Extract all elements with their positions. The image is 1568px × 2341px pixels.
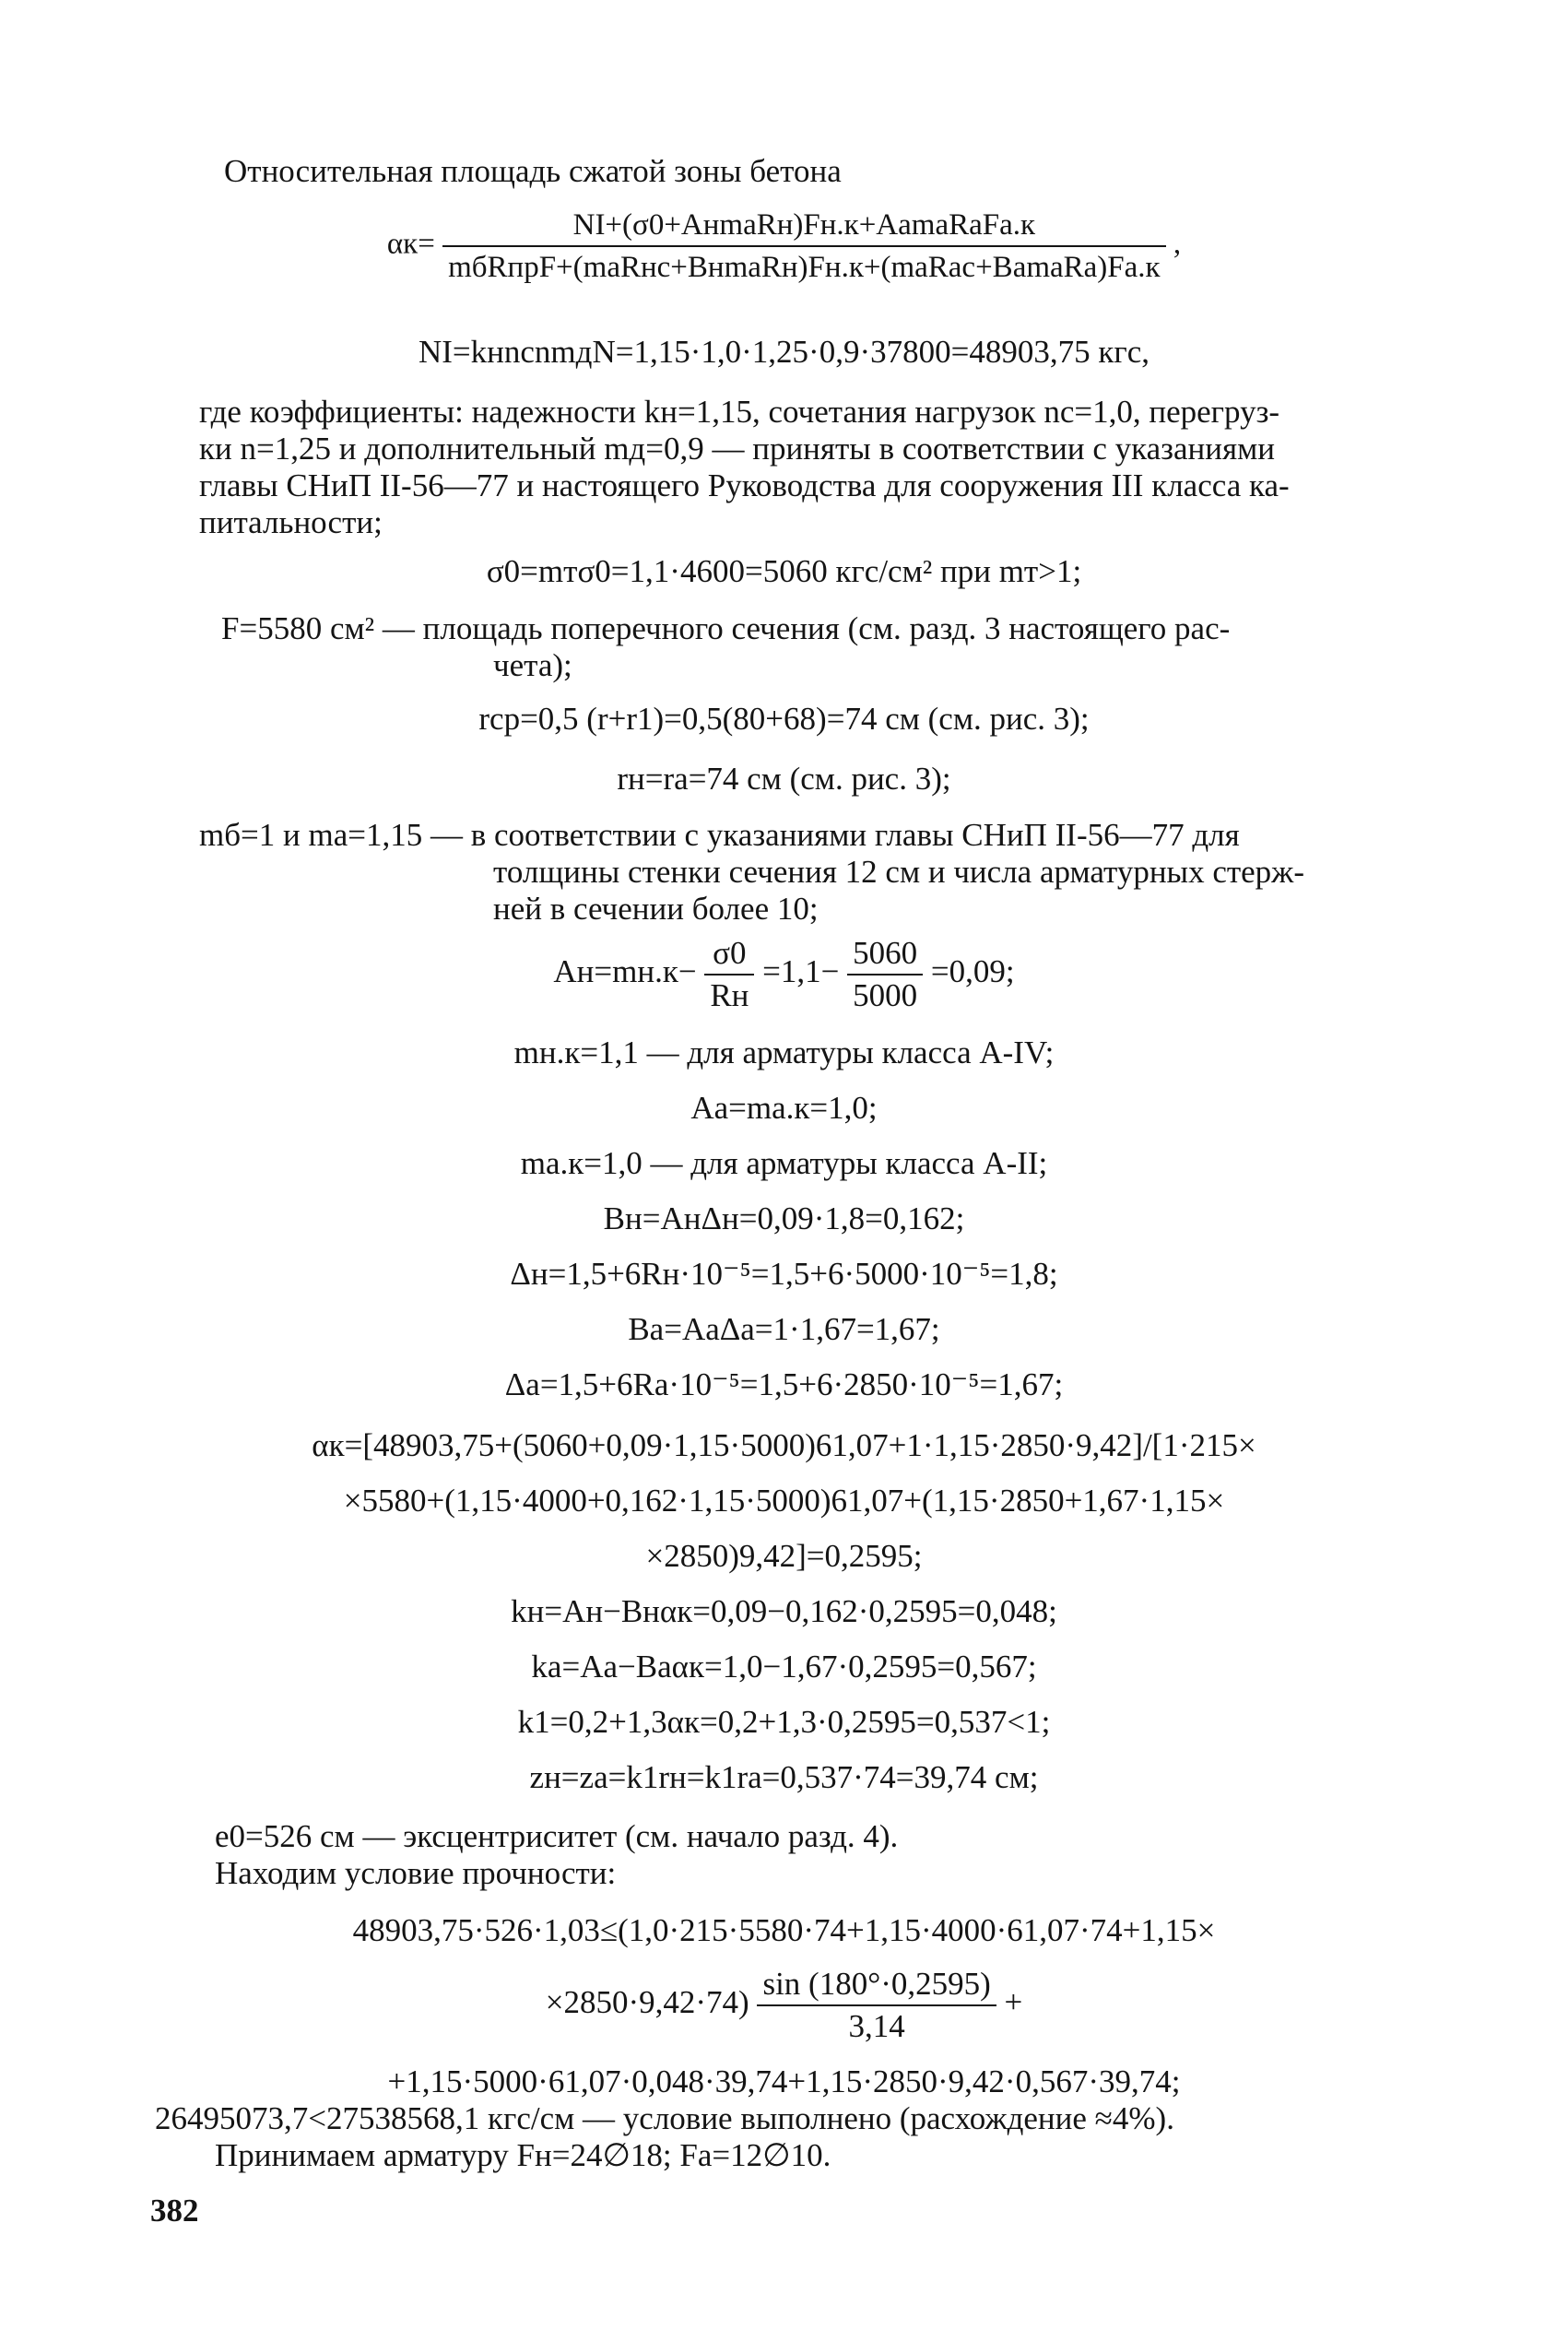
strength-line-2-right: + (1004, 1984, 1023, 2021)
delta-n-line: Δн=1,5+6Rн·10⁻⁵=1,5+6·5000·10⁻⁵=1,8; (510, 1256, 1058, 1292)
mb-line-1: mб=1 и ma=1,15 — в соответствии с указаниями главы СНиП II-56—77 для (199, 817, 1240, 853)
mb-line-3: ней в сечении более 10; (493, 891, 819, 927)
an-frac2-numerator: 5060 (847, 933, 923, 975)
mak-line: ma.к=1,0 — для арматуры класса A-II; (520, 1145, 1048, 1181)
alpha-formula-denominator: mбRпрF+(maRнс+BнmaRн)Fн.к+(maRac+BamaRa)Fa.к (448, 251, 1161, 284)
n-formula: NI=kнncnmдN=1,15·1,0·1,25·0,9·37800=48903,75 кгс, (419, 334, 1149, 370)
alpha-calc-line-1: αк=[48903,75+(5060+0,09·1,15·5000)61,07+1·1,15·2850·9,42]/[1·215× (312, 1427, 1256, 1463)
rn-line: rн=ra=74 см (см. рис. 3); (617, 761, 951, 797)
page-number: 382 (150, 2193, 199, 2229)
strength-line-2 (0, 1964, 1568, 2047)
an-formula-rhs: =0,09; (930, 953, 1015, 990)
rcp-line: rср=0,5 (r+r1)=0,5(80+68)=74 см (см. рис. 3); (478, 701, 1090, 737)
paragraph1-line1: где коэффициенты: надежности kн=1,15, сочетания нагрузок nc=1,0, перегруз- (199, 394, 1280, 430)
alpha-formula-tail: , (1173, 227, 1182, 261)
paragraph1-line3: главы СНиП II-56—77 и настоящего Руководства для сооружения III класса ка- (199, 467, 1290, 503)
an-formula-fraction-2 (847, 933, 923, 1016)
ba-line: Ba=AaΔa=1·1,67=1,67; (628, 1311, 940, 1347)
zn-line: zн=za=k1rн=k1ra=0,537·74=39,74 см; (529, 1759, 1039, 1795)
e0-line: e0=526 см — эксцентриситет (см. начало разд. 4). (215, 1818, 899, 1854)
alpha-formula-lhs: αк= (386, 227, 435, 261)
alpha-formula-numerator: NI+(σ0+AнmaRн)Fн.к+AamaRaFa.к (442, 205, 1166, 247)
delta-a-line: Δa=1,5+6Ra·10⁻⁵=1,5+6·2850·10⁻⁵=1,67; (504, 1366, 1064, 1402)
mnk-line: mн.к=1,1 — для арматуры класса A-IV; (513, 1035, 1055, 1070)
alpha-calc-line-3: ×2850)9,42]=0,2595; (645, 1538, 923, 1574)
an-formula-lhs: Aн=mн.к− (553, 953, 697, 990)
ka-line: ka=Aa−Baαк=1,0−1,67·0,2595=0,567; (531, 1649, 1037, 1685)
paragraph1-line4: питальности; (199, 504, 383, 540)
result-line: 26495073,7<27538568,1 кгс/см — условие выполнено (расхождение ≈4%). (155, 2100, 1174, 2136)
aa-line: Aa=ma.к=1,0; (690, 1090, 878, 1126)
sine-fraction (757, 1964, 996, 2047)
accept-line: Принимаем арматуру Fн=24∅18; Fa=12∅10. (215, 2137, 831, 2173)
an-formula-mid: =1,1− (762, 953, 840, 990)
an-frac1-denominator: Rн (710, 977, 749, 1013)
f-line-2: чета); (493, 647, 572, 683)
k1-line: k1=0,2+1,3αк=0,2+1,3·0,2595=0,537<1; (517, 1704, 1051, 1740)
strength-line-1: 48903,75·526·1,03≤(1,0·215·5580·74+1,15·4000·61,07·74+1,15× (352, 1912, 1216, 1948)
alpha-formula-fraction (442, 205, 1166, 288)
alpha-calc-line-2: ×5580+(1,15·4000+0,162·1,15·5000)61,07+(1,15·2850+1,67·1,15× (343, 1483, 1225, 1519)
f-line-1: F=5580 см² — площадь поперечного сечения (см. разд. 3 настоящего рас- (221, 610, 1231, 646)
an-formula-fraction-1 (704, 933, 754, 1016)
an-formula (0, 933, 1568, 1016)
bn-line: Bн=AнΔн=0,09·1,8=0,162; (603, 1200, 965, 1236)
mb-line-2: толщины стенки сечения 12 см и числа арматурных стерж- (493, 854, 1305, 890)
an-frac1-numerator: σ0 (704, 933, 754, 975)
sine-fraction-denominator: 3,14 (848, 2008, 905, 2044)
section-heading: Относительная площадь сжатой зоны бетона (224, 153, 842, 189)
strength-line-3: +1,15·5000·61,07·0,048·39,74+1,15·2850·9,42·0,567·39,74; (387, 2063, 1181, 2099)
sine-fraction-numerator: sin (180°·0,2595) (757, 1964, 996, 2006)
kn-line: kн=Aн−Bнαк=0,09−0,162·0,2595=0,048; (511, 1593, 1057, 1629)
paragraph1-line2: ки n=1,25 и дополнительный mд=0,9 — приняты в соответствии с указаниями (199, 431, 1275, 467)
strength-line-2-left: ×2850·9,42·74) (545, 1984, 749, 2021)
an-frac2-denominator: 5000 (853, 977, 918, 1013)
condition-intro: Находим условие прочности: (215, 1855, 617, 1891)
alpha-k-formula (0, 205, 1568, 288)
sigma-line: σ0=mтσ0=1,1·4600=5060 кгс/см² при mт>1; (486, 553, 1082, 589)
